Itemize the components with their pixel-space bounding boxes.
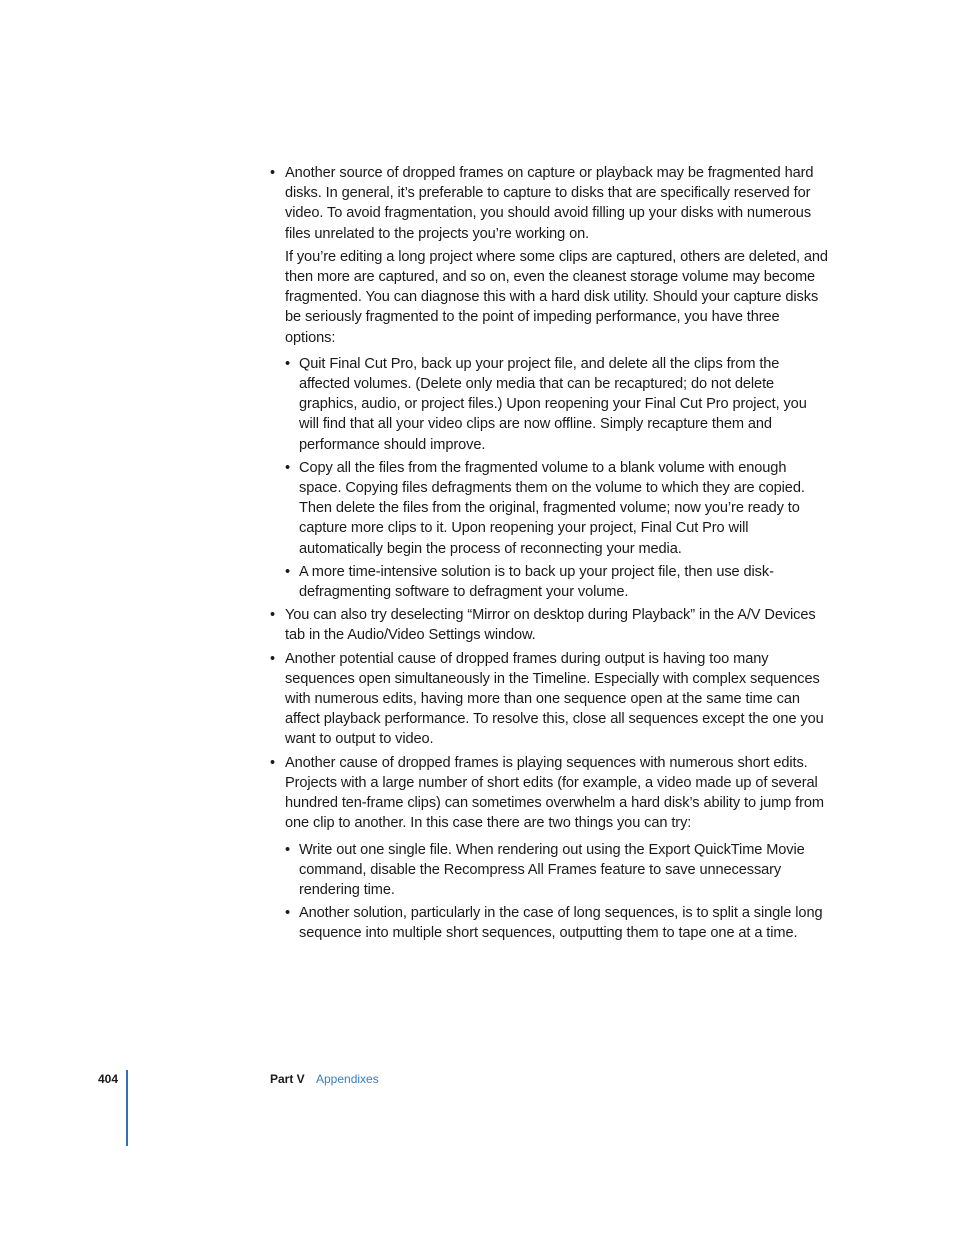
list-item	[270, 649, 830, 750]
bullet-marker: •	[285, 841, 291, 858]
sub-list-item	[285, 458, 830, 559]
paragraph: Another solution, particularly in the case of long sequences, is to split a single long sequence into multiple short sequences, outputting them to tape one at a time.	[299, 905, 823, 942]
paragraph: Another cause of dropped frames is playing sequences with numerous short edits. Projects with a large number of short edits (for example, a video made up of several hundred ten-frame clips) can sometimes overwhelm a hard disk’s ability to jump from one clip to another. In this case there are two things you can try:	[285, 754, 824, 832]
paragraph: Quit Final Cut Pro, back up your project file, and delete all the clips from the affected volumes. (Delete only media that can be recaptured; do not delete graphics, audio, or project files.) Upon reopening your Final Cut Pro project, you will find that all your video clips are now offline. Simply recapture them and performance should improve.	[299, 355, 807, 453]
list-item	[270, 605, 830, 645]
sub-list	[285, 840, 830, 944]
footer-divider	[126, 1070, 128, 1146]
bullet-marker: •	[285, 459, 291, 476]
paragraph: If you’re editing a long project where some clips are captured, others are deleted, and then more are captured, and so on, even the cleanest storage volume may become fragmented. You can diagnose this with a hard disk utility. Should your capture disks be seriously fragmented to the point of impeding performance, you have three options:	[285, 248, 828, 346]
bullet-marker: •	[285, 355, 291, 372]
bullet-marker: •	[285, 563, 291, 580]
sub-list-item	[285, 903, 830, 943]
sub-list	[285, 354, 830, 602]
list-item	[270, 753, 830, 944]
bullet-marker: •	[270, 754, 276, 771]
document-body	[270, 163, 830, 947]
paragraph: Write out one single file. When rendering out using the Export QuickTime Movie command, disable the Recompress All Frames feature to save unnecessary rendering time.	[299, 841, 805, 898]
paragraph: A more time-intensive solution is to back up your project file, then use disk-defragmenting software to defragment your volume.	[299, 563, 774, 601]
sub-list-item	[285, 840, 830, 901]
paragraph: Copy all the files from the fragmented volume to a blank volume with enough space. Copying files defragments them on the volume to which they are copied. Then delete the files from the original, fragmented volume; now you’re ready to capture more clips to it. Upon reopening your project, Final Cut Pro will automatically begin the process of reconnecting your media.	[299, 459, 805, 557]
bullet-marker: •	[270, 607, 276, 624]
paragraph: You can also try deselecting “Mirror on desktop during Playback” in the A/V Devices tab in the Audio/Video Settings window.	[285, 607, 816, 644]
sub-list-item	[285, 354, 830, 455]
section-link[interactable]: Appendixes	[316, 1072, 379, 1086]
bullet-marker: •	[285, 905, 291, 922]
paragraph: Another potential cause of dropped frames during output is having too many sequences open simultaneously in the Timeline. Especially with complex sequences with numerous edits, having more than one sequence open at the same time can affect playback performance. To resolve this, close all sequences except the one you want to output to video.	[285, 650, 824, 748]
page-number: 404	[98, 1072, 119, 1086]
part-label: Part V	[270, 1072, 305, 1086]
bullet-marker: •	[270, 165, 276, 181]
list-item	[270, 163, 830, 602]
sub-list-item	[285, 562, 830, 602]
bullet-marker: •	[270, 650, 276, 667]
paragraph: Another source of dropped frames on capture or playback may be fragmented hard disks. In general, it’s preferable to capture to disks that are specifically reserved for video. To avoid fragmentation, you should avoid filling up your disks with numerous files unrelated to the projects you’re working on.	[285, 165, 814, 242]
